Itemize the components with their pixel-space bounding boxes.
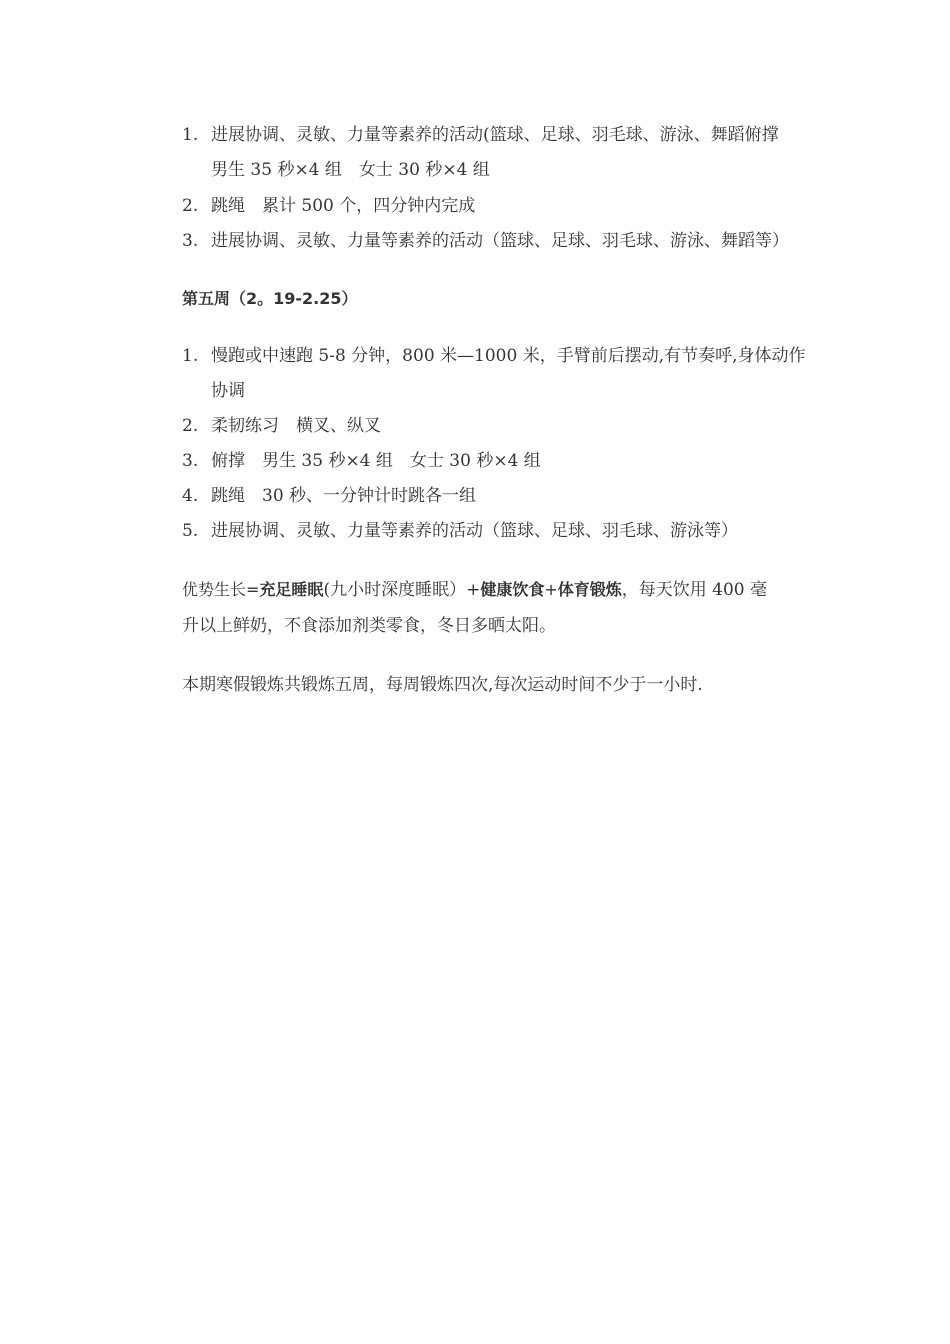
summary-paragraph: 本期寒假锻炼共锻炼五周，每周锻炼四次,每次运动时间不少于一小时. <box>182 675 703 695</box>
list-item <box>182 224 822 259</box>
list-number: 1. <box>182 125 199 145</box>
list-item <box>182 514 822 549</box>
advice-plus: + <box>544 580 558 599</box>
advice-sleep: 充足睡眠 <box>259 580 324 599</box>
list-number: 1. <box>182 346 199 366</box>
list-number: 3. <box>182 451 199 471</box>
list-item <box>182 479 822 514</box>
list-item <box>182 118 822 188</box>
list-number: 4. <box>182 486 199 506</box>
list-text: 柔韧练习 横叉、纵叉 <box>211 416 381 436</box>
week-five-heading: 第五周（2。19-2.25） <box>182 289 358 308</box>
list-item <box>182 189 822 224</box>
advice-rest: ，每天饮用 400 毫升以上鲜奶，不食添加剂类零食，冬日多晒太阳。 <box>182 580 768 636</box>
list-text: 跳绳 累计 500 个，四分钟内完成 <box>211 196 476 216</box>
advice-sleep-detail: (九小时深度睡眠）+ <box>323 580 481 600</box>
list-number: 5. <box>182 521 199 541</box>
list-text: 跳绳 30 秒、一分钟计时跳各一组 <box>211 486 477 506</box>
list-number: 2. <box>182 196 199 216</box>
list-text: 慢跑或中速跑 5-8 分钟，800 米—1000 米，手臂前后摆动,有节奏呼,身体动作协调 <box>211 346 806 401</box>
advice-exercise: 体育锻炼 <box>557 580 622 599</box>
list-number: 2. <box>182 416 199 436</box>
advice-prefix: 优势生长= <box>182 580 260 599</box>
document-page <box>182 118 822 703</box>
list-text: 俯撑 男生 35 秒×4 组 女士 30 秒×4 组 <box>211 451 541 471</box>
list-item <box>182 339 822 409</box>
advice-diet: 健康饮食 <box>480 580 545 599</box>
list-item <box>182 444 822 479</box>
list-text: 进展协调、灵敏、力量等素养的活动（篮球、足球、羽毛球、游泳等） <box>211 521 738 541</box>
list-text: 进展协调、灵敏、力量等素养的活动(篮球、足球、羽毛球、游泳、舞蹈俯撑 男生 35 秒×4 组 女士 30 秒×4 组 <box>211 125 796 180</box>
exercise-list-previous <box>182 118 822 259</box>
list-item <box>182 409 822 444</box>
list-text: 进展协调、灵敏、力量等素养的活动（篮球、足球、羽毛球、游泳、舞蹈等） <box>211 231 789 251</box>
exercise-list-week-five <box>182 339 822 549</box>
growth-advice-paragraph <box>182 572 782 644</box>
list-number: 3. <box>182 231 199 251</box>
